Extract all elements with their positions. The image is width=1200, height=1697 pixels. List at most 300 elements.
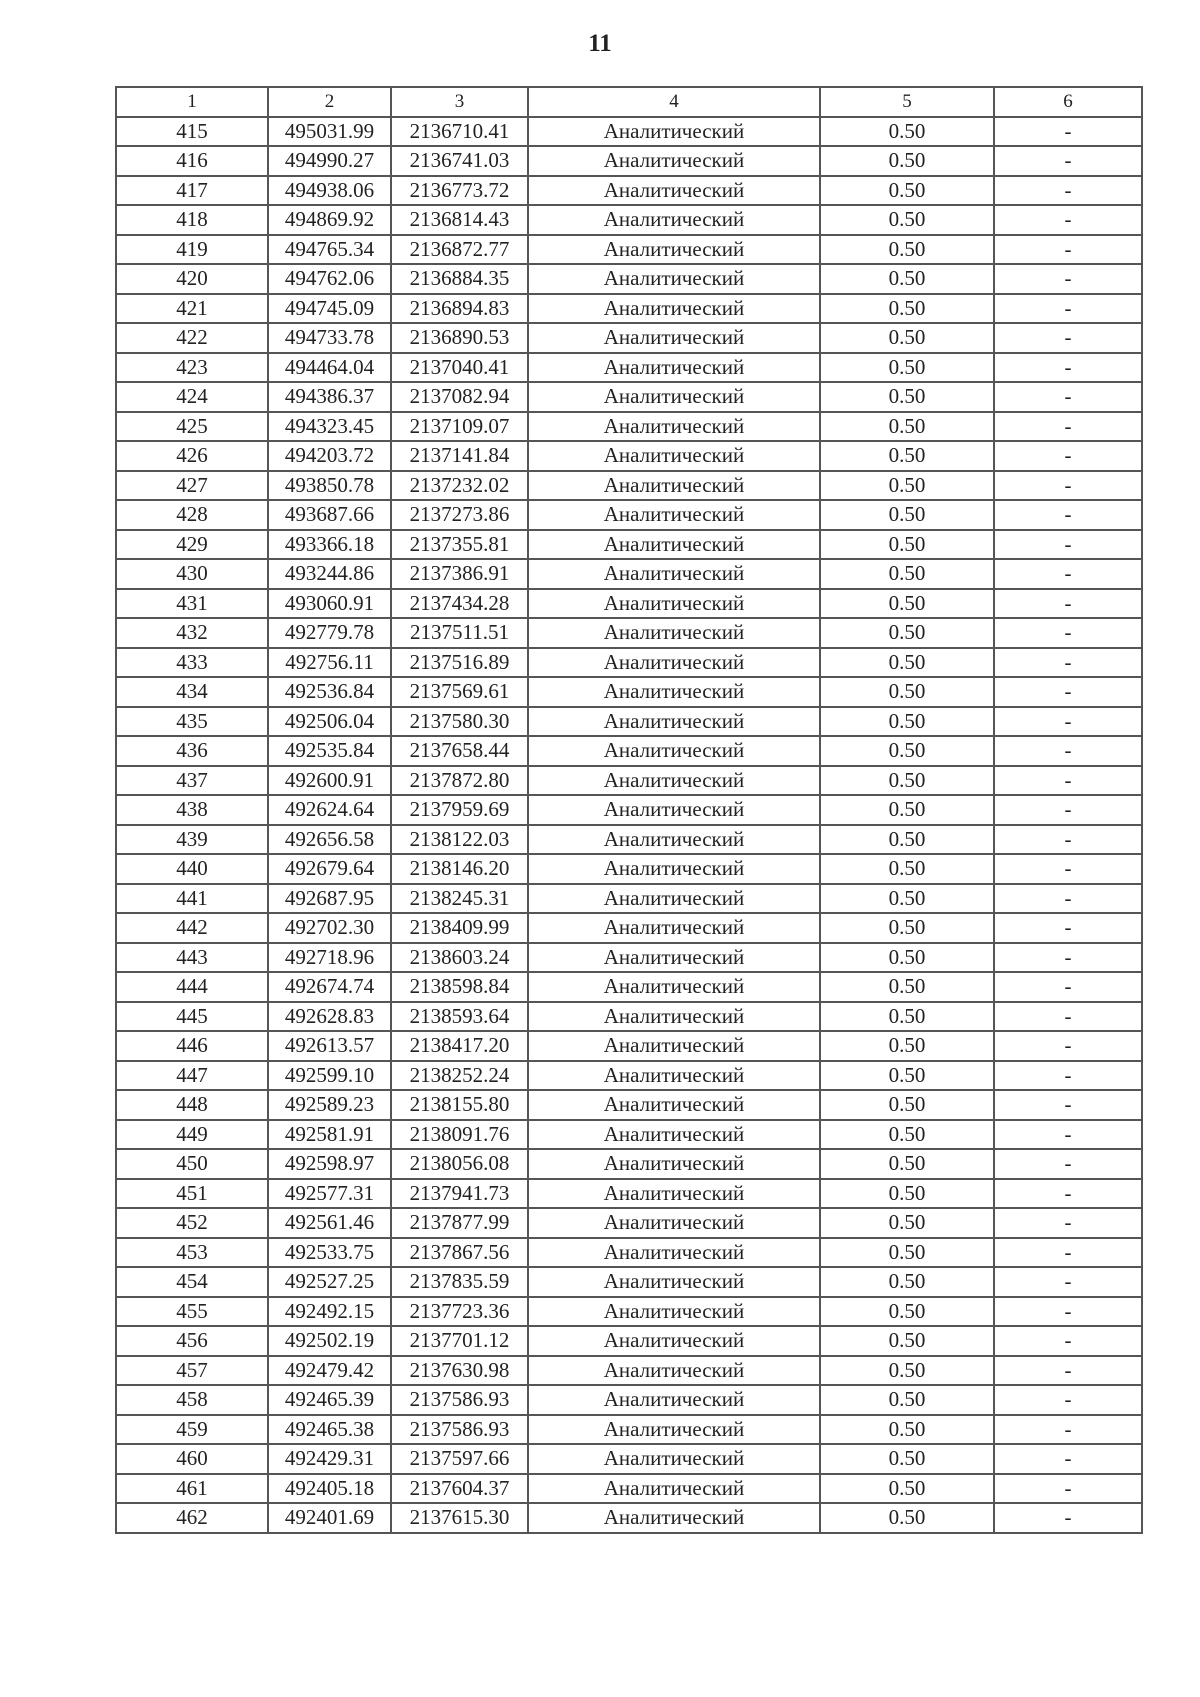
table-row bbox=[116, 1326, 1142, 1356]
note-cell: - bbox=[994, 677, 1142, 707]
point-number-cell: 431 bbox=[116, 589, 268, 619]
x-coordinate-cell: 492779.78 bbox=[268, 618, 391, 648]
note-cell: - bbox=[994, 412, 1142, 442]
table-row bbox=[116, 1444, 1142, 1474]
note-cell: - bbox=[994, 943, 1142, 973]
note-cell: - bbox=[994, 1090, 1142, 1120]
y-coordinate-cell: 2137604.37 bbox=[391, 1474, 528, 1504]
note-cell: - bbox=[994, 382, 1142, 412]
accuracy-cell: 0.50 bbox=[820, 1444, 994, 1474]
point-number-cell: 456 bbox=[116, 1326, 268, 1356]
note-cell: - bbox=[994, 854, 1142, 884]
y-coordinate-cell: 2138409.99 bbox=[391, 913, 528, 943]
note-cell: - bbox=[994, 353, 1142, 383]
point-number-cell: 426 bbox=[116, 441, 268, 471]
x-coordinate-cell: 492506.04 bbox=[268, 707, 391, 737]
note-cell: - bbox=[994, 1120, 1142, 1150]
point-number-cell: 453 bbox=[116, 1238, 268, 1268]
table-row bbox=[116, 412, 1142, 442]
method-cell: Аналитический bbox=[528, 648, 820, 678]
method-cell: Аналитический bbox=[528, 1061, 820, 1091]
y-coordinate-cell: 2138252.24 bbox=[391, 1061, 528, 1091]
note-cell: - bbox=[994, 1474, 1142, 1504]
point-number-cell: 458 bbox=[116, 1385, 268, 1415]
x-coordinate-cell: 493366.18 bbox=[268, 530, 391, 560]
column-header: 5 bbox=[820, 87, 994, 117]
accuracy-cell: 0.50 bbox=[820, 736, 994, 766]
table-row bbox=[116, 1356, 1142, 1386]
accuracy-cell: 0.50 bbox=[820, 146, 994, 176]
point-number-cell: 462 bbox=[116, 1503, 268, 1533]
accuracy-cell: 0.50 bbox=[820, 1267, 994, 1297]
x-coordinate-cell: 494765.34 bbox=[268, 235, 391, 265]
table-body bbox=[116, 117, 1142, 1533]
method-cell: Аналитический bbox=[528, 1385, 820, 1415]
accuracy-cell: 0.50 bbox=[820, 294, 994, 324]
method-cell: Аналитический bbox=[528, 530, 820, 560]
y-coordinate-cell: 2137386.91 bbox=[391, 559, 528, 589]
note-cell: - bbox=[994, 766, 1142, 796]
note-cell: - bbox=[994, 294, 1142, 324]
table-row bbox=[116, 1267, 1142, 1297]
accuracy-cell: 0.50 bbox=[820, 1503, 994, 1533]
y-coordinate-cell: 2136894.83 bbox=[391, 294, 528, 324]
method-cell: Аналитический bbox=[528, 176, 820, 206]
table-row bbox=[116, 736, 1142, 766]
point-number-cell: 419 bbox=[116, 235, 268, 265]
accuracy-cell: 0.50 bbox=[820, 589, 994, 619]
accuracy-cell: 0.50 bbox=[820, 1238, 994, 1268]
point-number-cell: 435 bbox=[116, 707, 268, 737]
accuracy-cell: 0.50 bbox=[820, 825, 994, 855]
table-row bbox=[116, 884, 1142, 914]
y-coordinate-cell: 2137597.66 bbox=[391, 1444, 528, 1474]
point-number-cell: 434 bbox=[116, 677, 268, 707]
accuracy-cell: 0.50 bbox=[820, 1297, 994, 1327]
note-cell: - bbox=[994, 795, 1142, 825]
y-coordinate-cell: 2137872.80 bbox=[391, 766, 528, 796]
accuracy-cell: 0.50 bbox=[820, 382, 994, 412]
x-coordinate-cell: 494323.45 bbox=[268, 412, 391, 442]
method-cell: Аналитический bbox=[528, 1415, 820, 1445]
x-coordinate-cell: 492589.23 bbox=[268, 1090, 391, 1120]
x-coordinate-cell: 492533.75 bbox=[268, 1238, 391, 1268]
accuracy-cell: 0.50 bbox=[820, 972, 994, 1002]
y-coordinate-cell: 2137141.84 bbox=[391, 441, 528, 471]
table-row bbox=[116, 618, 1142, 648]
table-row bbox=[116, 854, 1142, 884]
x-coordinate-cell: 492624.64 bbox=[268, 795, 391, 825]
y-coordinate-cell: 2136710.41 bbox=[391, 117, 528, 147]
note-cell: - bbox=[994, 235, 1142, 265]
x-coordinate-cell: 495031.99 bbox=[268, 117, 391, 147]
table-row bbox=[116, 1474, 1142, 1504]
note-cell: - bbox=[994, 471, 1142, 501]
point-number-cell: 428 bbox=[116, 500, 268, 530]
x-coordinate-cell: 492628.83 bbox=[268, 1002, 391, 1032]
point-number-cell: 416 bbox=[116, 146, 268, 176]
accuracy-cell: 0.50 bbox=[820, 795, 994, 825]
point-number-cell: 445 bbox=[116, 1002, 268, 1032]
point-number-cell: 422 bbox=[116, 323, 268, 353]
table-row bbox=[116, 117, 1142, 147]
x-coordinate-cell: 492429.31 bbox=[268, 1444, 391, 1474]
x-coordinate-cell: 492687.95 bbox=[268, 884, 391, 914]
table-row bbox=[116, 707, 1142, 737]
table-row bbox=[116, 795, 1142, 825]
accuracy-cell: 0.50 bbox=[820, 117, 994, 147]
note-cell: - bbox=[994, 1149, 1142, 1179]
accuracy-cell: 0.50 bbox=[820, 1031, 994, 1061]
method-cell: Аналитический bbox=[528, 972, 820, 1002]
y-coordinate-cell: 2137511.51 bbox=[391, 618, 528, 648]
table-row bbox=[116, 766, 1142, 796]
method-cell: Аналитический bbox=[528, 235, 820, 265]
accuracy-cell: 0.50 bbox=[820, 943, 994, 973]
accuracy-cell: 0.50 bbox=[820, 530, 994, 560]
method-cell: Аналитический bbox=[528, 1149, 820, 1179]
x-coordinate-cell: 494203.72 bbox=[268, 441, 391, 471]
note-cell: - bbox=[994, 1031, 1142, 1061]
x-coordinate-cell: 493850.78 bbox=[268, 471, 391, 501]
note-cell: - bbox=[994, 176, 1142, 206]
method-cell: Аналитический bbox=[528, 707, 820, 737]
y-coordinate-cell: 2138603.24 bbox=[391, 943, 528, 973]
method-cell: Аналитический bbox=[528, 589, 820, 619]
y-coordinate-cell: 2138417.20 bbox=[391, 1031, 528, 1061]
accuracy-cell: 0.50 bbox=[820, 1002, 994, 1032]
column-header: 2 bbox=[268, 87, 391, 117]
note-cell: - bbox=[994, 1297, 1142, 1327]
point-number-cell: 451 bbox=[116, 1179, 268, 1209]
point-number-cell: 447 bbox=[116, 1061, 268, 1091]
accuracy-cell: 0.50 bbox=[820, 884, 994, 914]
x-coordinate-cell: 492613.57 bbox=[268, 1031, 391, 1061]
method-cell: Аналитический bbox=[528, 618, 820, 648]
method-cell: Аналитический bbox=[528, 884, 820, 914]
accuracy-cell: 0.50 bbox=[820, 618, 994, 648]
y-coordinate-cell: 2137569.61 bbox=[391, 677, 528, 707]
method-cell: Аналитический bbox=[528, 677, 820, 707]
point-number-cell: 461 bbox=[116, 1474, 268, 1504]
x-coordinate-cell: 492465.38 bbox=[268, 1415, 391, 1445]
x-coordinate-cell: 494938.06 bbox=[268, 176, 391, 206]
y-coordinate-cell: 2137877.99 bbox=[391, 1208, 528, 1238]
point-number-cell: 457 bbox=[116, 1356, 268, 1386]
table-row bbox=[116, 825, 1142, 855]
coordinates-table bbox=[115, 86, 1143, 1534]
point-number-cell: 429 bbox=[116, 530, 268, 560]
point-number-cell: 423 bbox=[116, 353, 268, 383]
note-cell: - bbox=[994, 146, 1142, 176]
method-cell: Аналитический bbox=[528, 736, 820, 766]
x-coordinate-cell: 492577.31 bbox=[268, 1179, 391, 1209]
accuracy-cell: 0.50 bbox=[820, 441, 994, 471]
table-row bbox=[116, 1297, 1142, 1327]
y-coordinate-cell: 2136890.53 bbox=[391, 323, 528, 353]
x-coordinate-cell: 492656.58 bbox=[268, 825, 391, 855]
table-row bbox=[116, 382, 1142, 412]
point-number-cell: 432 bbox=[116, 618, 268, 648]
y-coordinate-cell: 2137586.93 bbox=[391, 1385, 528, 1415]
point-number-cell: 418 bbox=[116, 205, 268, 235]
method-cell: Аналитический bbox=[528, 1120, 820, 1150]
x-coordinate-cell: 492401.69 bbox=[268, 1503, 391, 1533]
accuracy-cell: 0.50 bbox=[820, 648, 994, 678]
y-coordinate-cell: 2137232.02 bbox=[391, 471, 528, 501]
method-cell: Аналитический bbox=[528, 205, 820, 235]
x-coordinate-cell: 494762.06 bbox=[268, 264, 391, 294]
y-coordinate-cell: 2137723.36 bbox=[391, 1297, 528, 1327]
x-coordinate-cell: 492674.74 bbox=[268, 972, 391, 1002]
point-number-cell: 436 bbox=[116, 736, 268, 766]
point-number-cell: 454 bbox=[116, 1267, 268, 1297]
table-row bbox=[116, 1120, 1142, 1150]
x-coordinate-cell: 492527.25 bbox=[268, 1267, 391, 1297]
y-coordinate-cell: 2137835.59 bbox=[391, 1267, 528, 1297]
method-cell: Аналитический bbox=[528, 1002, 820, 1032]
method-cell: Аналитический bbox=[528, 1503, 820, 1533]
y-coordinate-cell: 2137082.94 bbox=[391, 382, 528, 412]
table-row bbox=[116, 471, 1142, 501]
note-cell: - bbox=[994, 648, 1142, 678]
point-number-cell: 450 bbox=[116, 1149, 268, 1179]
method-cell: Аналитический bbox=[528, 1356, 820, 1386]
x-coordinate-cell: 494464.04 bbox=[268, 353, 391, 383]
note-cell: - bbox=[994, 1326, 1142, 1356]
table-row bbox=[116, 648, 1142, 678]
y-coordinate-cell: 2137959.69 bbox=[391, 795, 528, 825]
y-coordinate-cell: 2137355.81 bbox=[391, 530, 528, 560]
y-coordinate-cell: 2137941.73 bbox=[391, 1179, 528, 1209]
method-cell: Аналитический bbox=[528, 382, 820, 412]
table-row bbox=[116, 353, 1142, 383]
column-header: 6 bbox=[994, 87, 1142, 117]
accuracy-cell: 0.50 bbox=[820, 1120, 994, 1150]
y-coordinate-cell: 2138593.64 bbox=[391, 1002, 528, 1032]
y-coordinate-cell: 2137273.86 bbox=[391, 500, 528, 530]
y-coordinate-cell: 2137630.98 bbox=[391, 1356, 528, 1386]
method-cell: Аналитический bbox=[528, 353, 820, 383]
x-coordinate-cell: 492535.84 bbox=[268, 736, 391, 766]
accuracy-cell: 0.50 bbox=[820, 1326, 994, 1356]
table-row bbox=[116, 1002, 1142, 1032]
note-cell: - bbox=[994, 618, 1142, 648]
x-coordinate-cell: 492599.10 bbox=[268, 1061, 391, 1091]
table-row bbox=[116, 1061, 1142, 1091]
column-header: 1 bbox=[116, 87, 268, 117]
method-cell: Аналитический bbox=[528, 412, 820, 442]
x-coordinate-cell: 492561.46 bbox=[268, 1208, 391, 1238]
y-coordinate-cell: 2137615.30 bbox=[391, 1503, 528, 1533]
point-number-cell: 448 bbox=[116, 1090, 268, 1120]
accuracy-cell: 0.50 bbox=[820, 1385, 994, 1415]
method-cell: Аналитический bbox=[528, 854, 820, 884]
note-cell: - bbox=[994, 1503, 1142, 1533]
note-cell: - bbox=[994, 913, 1142, 943]
x-coordinate-cell: 492492.15 bbox=[268, 1297, 391, 1327]
accuracy-cell: 0.50 bbox=[820, 1474, 994, 1504]
point-number-cell: 417 bbox=[116, 176, 268, 206]
y-coordinate-cell: 2138245.31 bbox=[391, 884, 528, 914]
x-coordinate-cell: 492679.64 bbox=[268, 854, 391, 884]
y-coordinate-cell: 2137516.89 bbox=[391, 648, 528, 678]
method-cell: Аналитический bbox=[528, 1031, 820, 1061]
point-number-cell: 449 bbox=[116, 1120, 268, 1150]
accuracy-cell: 0.50 bbox=[820, 471, 994, 501]
note-cell: - bbox=[994, 1444, 1142, 1474]
table-row bbox=[116, 913, 1142, 943]
note-cell: - bbox=[994, 530, 1142, 560]
x-coordinate-cell: 492581.91 bbox=[268, 1120, 391, 1150]
method-cell: Аналитический bbox=[528, 795, 820, 825]
x-coordinate-cell: 492479.42 bbox=[268, 1356, 391, 1386]
table-row bbox=[116, 235, 1142, 265]
y-coordinate-cell: 2136773.72 bbox=[391, 176, 528, 206]
y-coordinate-cell: 2138056.08 bbox=[391, 1149, 528, 1179]
method-cell: Аналитический bbox=[528, 264, 820, 294]
y-coordinate-cell: 2137109.07 bbox=[391, 412, 528, 442]
accuracy-cell: 0.50 bbox=[820, 205, 994, 235]
x-coordinate-cell: 494869.92 bbox=[268, 205, 391, 235]
point-number-cell: 446 bbox=[116, 1031, 268, 1061]
x-coordinate-cell: 494733.78 bbox=[268, 323, 391, 353]
table-row bbox=[116, 205, 1142, 235]
method-cell: Аналитический bbox=[528, 500, 820, 530]
accuracy-cell: 0.50 bbox=[820, 1415, 994, 1445]
point-number-cell: 441 bbox=[116, 884, 268, 914]
accuracy-cell: 0.50 bbox=[820, 235, 994, 265]
note-cell: - bbox=[994, 1415, 1142, 1445]
accuracy-cell: 0.50 bbox=[820, 264, 994, 294]
y-coordinate-cell: 2138598.84 bbox=[391, 972, 528, 1002]
method-cell: Аналитический bbox=[528, 943, 820, 973]
y-coordinate-cell: 2137658.44 bbox=[391, 736, 528, 766]
y-coordinate-cell: 2137701.12 bbox=[391, 1326, 528, 1356]
table-row bbox=[116, 294, 1142, 324]
table-row bbox=[116, 1415, 1142, 1445]
x-coordinate-cell: 493687.66 bbox=[268, 500, 391, 530]
method-cell: Аналитический bbox=[528, 825, 820, 855]
x-coordinate-cell: 493244.86 bbox=[268, 559, 391, 589]
note-cell: - bbox=[994, 441, 1142, 471]
accuracy-cell: 0.50 bbox=[820, 1208, 994, 1238]
y-coordinate-cell: 2138091.76 bbox=[391, 1120, 528, 1150]
accuracy-cell: 0.50 bbox=[820, 176, 994, 206]
point-number-cell: 421 bbox=[116, 294, 268, 324]
method-cell: Аналитический bbox=[528, 766, 820, 796]
x-coordinate-cell: 492756.11 bbox=[268, 648, 391, 678]
note-cell: - bbox=[994, 1356, 1142, 1386]
table-header-row bbox=[116, 87, 1142, 117]
x-coordinate-cell: 494386.37 bbox=[268, 382, 391, 412]
method-cell: Аналитический bbox=[528, 1179, 820, 1209]
table-row bbox=[116, 264, 1142, 294]
note-cell: - bbox=[994, 1238, 1142, 1268]
table-row bbox=[116, 972, 1142, 1002]
point-number-cell: 415 bbox=[116, 117, 268, 147]
x-coordinate-cell: 493060.91 bbox=[268, 589, 391, 619]
y-coordinate-cell: 2137867.56 bbox=[391, 1238, 528, 1268]
method-cell: Аналитический bbox=[528, 294, 820, 324]
accuracy-cell: 0.50 bbox=[820, 412, 994, 442]
note-cell: - bbox=[994, 264, 1142, 294]
column-header: 3 bbox=[391, 87, 528, 117]
note-cell: - bbox=[994, 589, 1142, 619]
table-row bbox=[116, 1503, 1142, 1533]
point-number-cell: 443 bbox=[116, 943, 268, 973]
table-row bbox=[116, 500, 1142, 530]
y-coordinate-cell: 2138155.80 bbox=[391, 1090, 528, 1120]
method-cell: Аналитический bbox=[528, 1474, 820, 1504]
accuracy-cell: 0.50 bbox=[820, 1061, 994, 1091]
point-number-cell: 439 bbox=[116, 825, 268, 855]
note-cell: - bbox=[994, 559, 1142, 589]
x-coordinate-cell: 492600.91 bbox=[268, 766, 391, 796]
method-cell: Аналитический bbox=[528, 1326, 820, 1356]
accuracy-cell: 0.50 bbox=[820, 854, 994, 884]
accuracy-cell: 0.50 bbox=[820, 353, 994, 383]
x-coordinate-cell: 492702.30 bbox=[268, 913, 391, 943]
accuracy-cell: 0.50 bbox=[820, 500, 994, 530]
x-coordinate-cell: 492502.19 bbox=[268, 1326, 391, 1356]
method-cell: Аналитический bbox=[528, 323, 820, 353]
y-coordinate-cell: 2136884.35 bbox=[391, 264, 528, 294]
y-coordinate-cell: 2137040.41 bbox=[391, 353, 528, 383]
accuracy-cell: 0.50 bbox=[820, 1090, 994, 1120]
y-coordinate-cell: 2137580.30 bbox=[391, 707, 528, 737]
point-number-cell: 452 bbox=[116, 1208, 268, 1238]
x-coordinate-cell: 494990.27 bbox=[268, 146, 391, 176]
table-row bbox=[116, 559, 1142, 589]
table-row bbox=[116, 441, 1142, 471]
table-row bbox=[116, 1031, 1142, 1061]
x-coordinate-cell: 492465.39 bbox=[268, 1385, 391, 1415]
accuracy-cell: 0.50 bbox=[820, 766, 994, 796]
note-cell: - bbox=[994, 825, 1142, 855]
table-row bbox=[116, 1385, 1142, 1415]
note-cell: - bbox=[994, 1267, 1142, 1297]
method-cell: Аналитический bbox=[528, 913, 820, 943]
method-cell: Аналитический bbox=[528, 1238, 820, 1268]
page-number: 11 bbox=[588, 30, 612, 57]
method-cell: Аналитический bbox=[528, 146, 820, 176]
point-number-cell: 437 bbox=[116, 766, 268, 796]
y-coordinate-cell: 2136741.03 bbox=[391, 146, 528, 176]
method-cell: Аналитический bbox=[528, 559, 820, 589]
x-coordinate-cell: 492598.97 bbox=[268, 1149, 391, 1179]
point-number-cell: 427 bbox=[116, 471, 268, 501]
note-cell: - bbox=[994, 972, 1142, 1002]
note-cell: - bbox=[994, 707, 1142, 737]
method-cell: Аналитический bbox=[528, 441, 820, 471]
accuracy-cell: 0.50 bbox=[820, 707, 994, 737]
note-cell: - bbox=[994, 1002, 1142, 1032]
method-cell: Аналитический bbox=[528, 471, 820, 501]
table-row bbox=[116, 1090, 1142, 1120]
accuracy-cell: 0.50 bbox=[820, 677, 994, 707]
note-cell: - bbox=[994, 1208, 1142, 1238]
note-cell: - bbox=[994, 117, 1142, 147]
point-number-cell: 442 bbox=[116, 913, 268, 943]
point-number-cell: 444 bbox=[116, 972, 268, 1002]
point-number-cell: 440 bbox=[116, 854, 268, 884]
y-coordinate-cell: 2138146.20 bbox=[391, 854, 528, 884]
accuracy-cell: 0.50 bbox=[820, 559, 994, 589]
note-cell: - bbox=[994, 1061, 1142, 1091]
accuracy-cell: 0.50 bbox=[820, 1149, 994, 1179]
note-cell: - bbox=[994, 1179, 1142, 1209]
